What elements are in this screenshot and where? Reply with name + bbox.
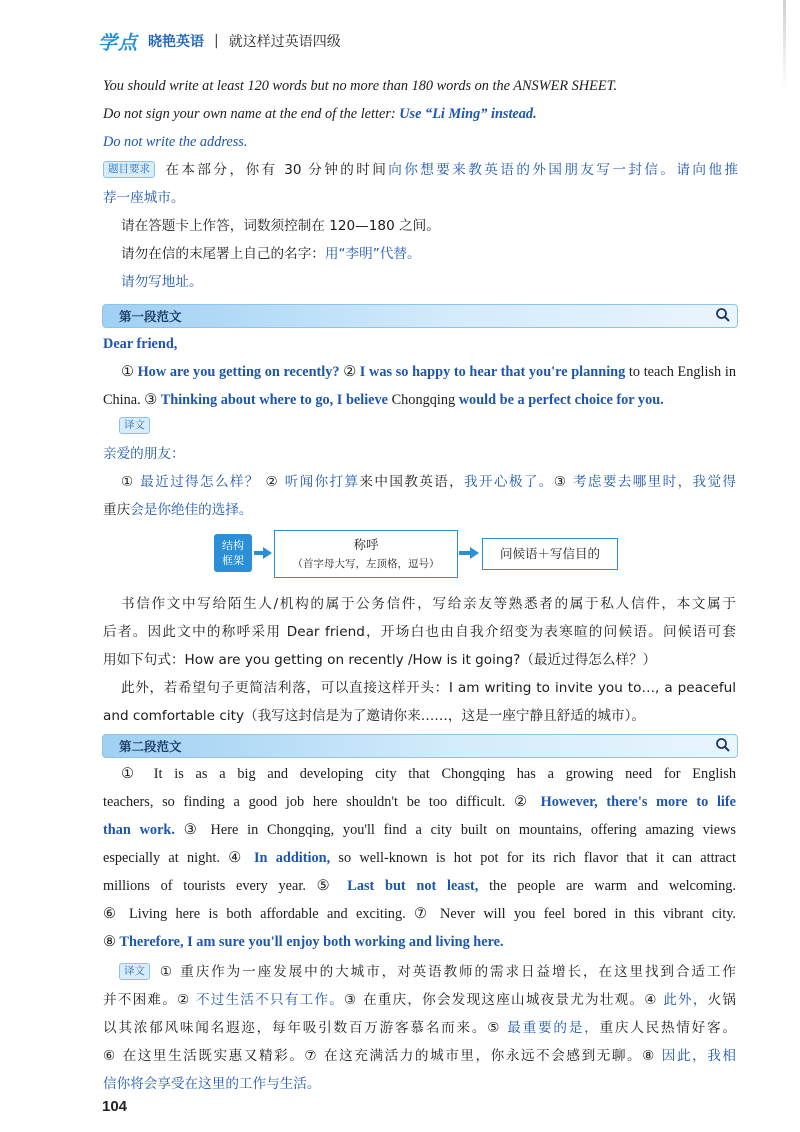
instruction-cn-line4-b: 用“李明”代替。 xyxy=(324,246,421,262)
section1-title: 第一段范文 xyxy=(119,309,182,324)
translation-fragment: 不过生活不只有工作。 xyxy=(195,992,345,1008)
section1-sentence2-end: China. ③ xyxy=(103,392,161,408)
section2-highlight: However, there's more to life xyxy=(540,794,736,810)
instruction-en-line2-a: Do not sign your own name at the end of the letter: xyxy=(103,106,396,122)
instruction-cn-line4-a: 请勿在信的末尾署上自己的名字： xyxy=(121,246,325,262)
translation-fragment: 重庆 xyxy=(103,502,131,518)
section1-para-line1 xyxy=(121,358,736,386)
translation-fragment: 最近过得怎么样？ xyxy=(140,474,260,490)
section2-fragment: so well-known is hot pot for its rich flavor that it can attract xyxy=(330,850,736,866)
translation-fragment: ① 重庆作为一座发展中的大城市，对英语教师的需求日益增长，在这里找到合适工作 xyxy=(158,964,736,980)
section2-para-line7 xyxy=(103,928,738,956)
series-title: 就这样过英语四级 xyxy=(228,34,341,50)
translation-fragment: 以其浓郁风味闻名遐迩，每年吸引数百万游客慕名而来。⑤ xyxy=(103,1020,508,1036)
section2-highlight: Last but not least, xyxy=(347,878,479,894)
section2-fragment: teachers, so finding a good job here shouldn't be too difficult. ② xyxy=(103,794,541,810)
instruction-cn-line3: 请在答题卡上作答，词数须控制在 120—180 之间。 xyxy=(121,218,440,234)
section1-translation-line1 xyxy=(121,468,736,496)
translation-fragment: 重庆人民热情好客。 xyxy=(599,1020,737,1036)
section2-translation-line4 xyxy=(103,1042,736,1070)
salutation-box xyxy=(274,530,458,578)
sentence-number: ② xyxy=(259,474,285,490)
sentence-number: ① xyxy=(121,474,141,490)
section2-translation-line2 xyxy=(103,986,736,1014)
section2-para-line1: ① It is as a big and developing city that Chongqing has a growing need for English xyxy=(121,766,736,782)
greeting-purpose-box: 问候语＋写信目的 xyxy=(482,538,618,570)
note1-line3: 用如下句式：How are you getting on recently /How is it going?（最近过得怎么样？） xyxy=(103,652,657,668)
section1-sentence1: How are you getting on recently? xyxy=(137,364,340,380)
translation-fragment: 我开心极了。 xyxy=(464,474,554,490)
translation-fragment: 会是你绝佳的选择。 xyxy=(130,502,253,518)
translation-fragment: 听闻你打算 xyxy=(284,474,360,490)
section2-header-bar xyxy=(102,734,738,758)
note2-line1: 此外，若希望句子更简洁利落，可以直接这样开头：I am writing to invite you to…, a peaceful xyxy=(121,680,736,696)
section2-para-line6: ⑥ Living here is both affordable and exciting. ⑦ Never will you feel bored in this vibrant city. xyxy=(103,906,736,922)
section1-header-bar xyxy=(102,304,738,328)
sentence-number: ② xyxy=(339,364,360,380)
instruction-en-line2-b: Use “Li Ming” instead. xyxy=(399,106,537,122)
section1-sentence3-b: Chongqing xyxy=(388,392,459,408)
translation-fragment: 最重要的是， xyxy=(507,1020,600,1036)
translation-badge: 译文 xyxy=(119,417,150,434)
instruction-cn-line4 xyxy=(121,240,738,268)
section2-para-line4 xyxy=(103,844,736,872)
section2-fragment: the people are warm and welcoming. xyxy=(478,878,736,894)
structure-label-line2: 框架 xyxy=(222,554,244,567)
section2-fragment: millions of tourists every year. ⑤ xyxy=(103,878,348,894)
translation-fragment: 此外， xyxy=(663,992,708,1008)
header-separator: | xyxy=(214,33,219,49)
section1-sentence2-rest: to teach English in xyxy=(625,364,736,380)
section2-title: 第二段范文 xyxy=(119,739,182,754)
translation-fragment: 考虑要去哪里时，我觉得 xyxy=(572,474,737,490)
note1-line1: 书信作文中写给陌生人/机构的属于公务信件，写给亲友等熟悉者的属于私人信件，本文属于 xyxy=(121,596,736,612)
structure-label-line1: 结构 xyxy=(222,539,244,552)
instruction-en-line2 xyxy=(103,100,738,128)
section1-sentence2: I was so happy to hear that you're planning xyxy=(359,364,626,380)
structure-label xyxy=(214,534,252,572)
page-edge-shadow xyxy=(783,0,786,90)
sentence-number: ① xyxy=(121,364,138,380)
instruction-cn-line5: 请勿写地址。 xyxy=(121,274,203,290)
section2-highlight: Therefore, I am sure you'll enjoy both working and living here. xyxy=(119,934,504,950)
sentence-number: ⑧ xyxy=(103,934,120,950)
translation-fragment: ⑥ 在这里生活既实惠又精彩。⑦ 在这充满活力的城市里，你永远不会感到无聊。⑧ xyxy=(103,1048,662,1064)
section1-para-line2 xyxy=(103,386,738,414)
translation-fragment: 来中国教英语， xyxy=(359,474,465,490)
section2-translation-line3 xyxy=(103,1014,736,1042)
instruction-cn-line1 xyxy=(103,156,738,184)
section1-translation-badge-row xyxy=(119,412,738,440)
brand-name: 晓艳英语 xyxy=(148,34,205,50)
translation-fragment: ③ 在重庆，你会发现这座山城夜景尤为壮观。④ xyxy=(344,992,664,1008)
translation-badge: 译文 xyxy=(119,963,150,980)
page-number: 104 xyxy=(102,1098,128,1115)
section2-fragment: ③ Here in Chongqing, you'll find a city built on mountains, offering amazing views xyxy=(174,822,736,838)
instruction-en-line1: You should write at least 120 words but no more than 180 words on the ANSWER SHEET. xyxy=(103,78,618,94)
section1-sentence3-c: would be a perfect choice for you. xyxy=(458,392,664,408)
letter-salutation: Dear friend, xyxy=(103,336,178,352)
instruction-cn-line1-b: 向你想要来教英语的外国朋友写一封信。请向他推 xyxy=(388,162,738,178)
arrow-right-icon xyxy=(470,547,479,559)
instruction-cn-line2: 荐一座城市。 xyxy=(103,190,185,206)
section2-highlight: than work. xyxy=(103,822,175,838)
section1-translation-line2 xyxy=(103,496,738,524)
section2-para-line5 xyxy=(103,872,736,900)
publisher-logo: 学点 xyxy=(98,31,139,54)
section1-sentence3-a: Thinking about where to go, I believe xyxy=(160,392,389,408)
translation-fragment: 火锅 xyxy=(707,992,737,1008)
section2-para-line3 xyxy=(103,816,736,844)
translation-salutation: 亲爱的朋友： xyxy=(103,446,185,462)
note1-line2: 后者。因此文中的称呼采用 Dear friend，开场白也由自我介绍变为表寒暄的问候语。问候语可套 xyxy=(103,624,736,640)
section2-fragment: especially at night. ④ xyxy=(103,850,254,866)
section2-highlight: In addition, xyxy=(253,850,331,866)
page-header xyxy=(98,28,341,54)
arrow-right-icon xyxy=(263,547,272,559)
magnifier-icon xyxy=(715,737,731,753)
section2-translation-line1 xyxy=(119,958,736,986)
translation-fragment: 因此，我相 xyxy=(661,1048,736,1064)
salutation-box-title: 称呼 xyxy=(353,537,379,552)
sentence-number: ③ xyxy=(553,474,573,490)
instruction-cn-line1-a: 在本部分，你有 30 分钟的时间 xyxy=(163,162,389,178)
section2-para-line2 xyxy=(103,788,736,816)
magnifier-icon xyxy=(715,307,731,323)
requirement-badge: 题目要求 xyxy=(103,161,155,178)
section2-translation-line5: 信你将会享受在这里的工作与生活。 xyxy=(103,1076,321,1092)
note2-line2: and comfortable city（我写这封信是为了邀请你来……，这是一座宁静且舒适的城市）。 xyxy=(103,708,646,724)
translation-fragment: 并不困难。② xyxy=(103,992,196,1008)
instruction-en-line3: Do not write the address. xyxy=(103,134,248,150)
salutation-box-subtitle: （首字母大写，左顶格，逗号） xyxy=(292,558,440,570)
